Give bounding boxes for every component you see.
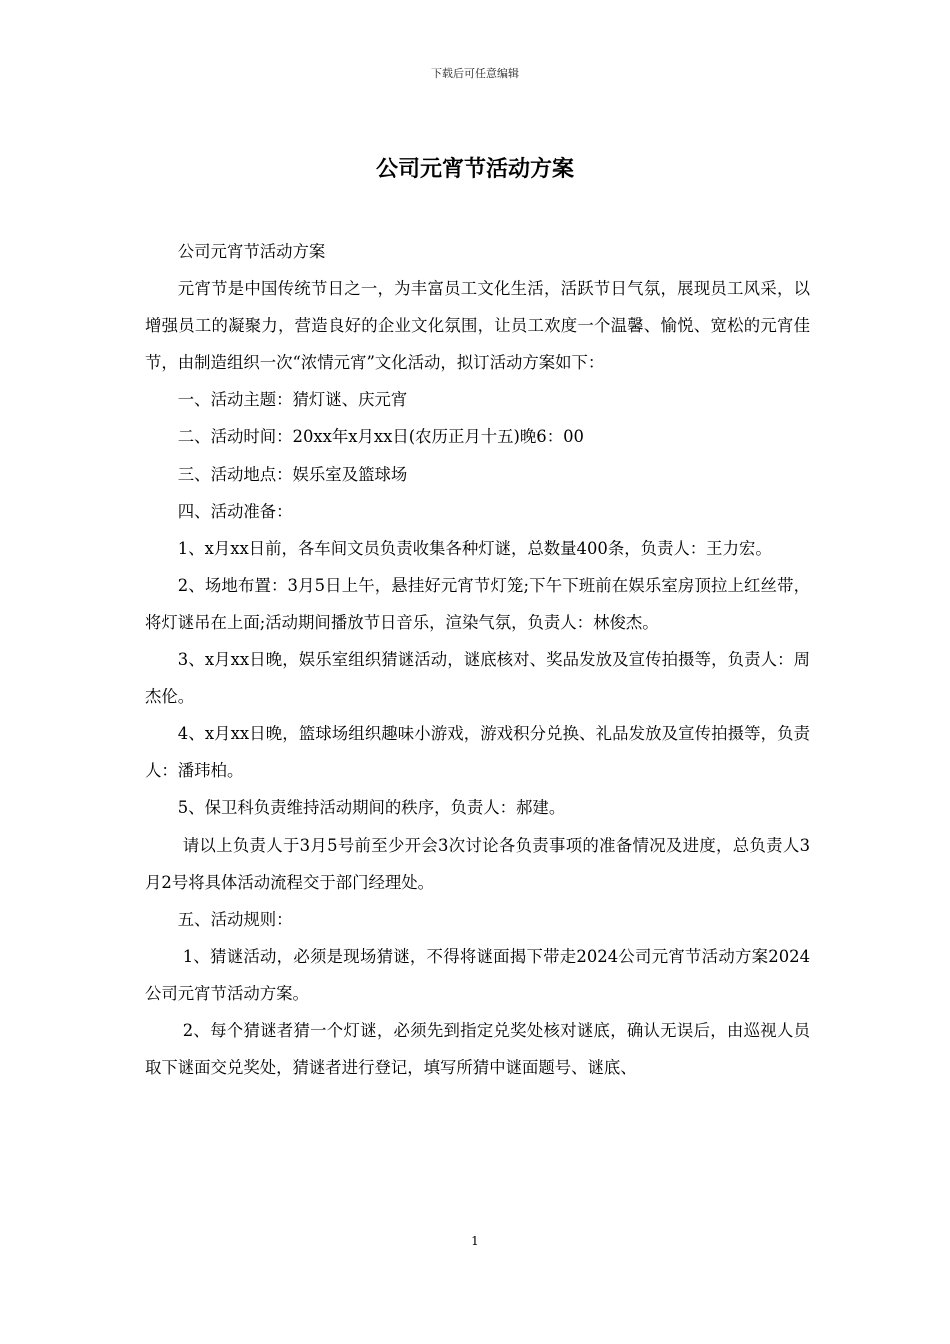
paragraph: 1、x月xx日前，各车间文员负责收集各种灯谜，总数量400条，负责人：王力宏。 (177, 538, 772, 558)
document-title: 公司元宵节活动方案 (375, 157, 574, 182)
paragraph: 1、猜谜活动，必须是现场猜谜，不得将谜面揭下带走2024公司元宵节活动方案2024公司元宵节活动方案。 (145, 946, 810, 1003)
paragraph: 2、场地布置：3月5日上午，悬挂好元宵节灯笼;下午下班前在娱乐室房顶拉上红丝带，将灯谜吊在上面;活动期间播放节日音乐，渲染气氛，负责人：林俊杰。 (145, 575, 810, 632)
paragraph: 二、活动时间：20xx年x月xx日(农历正月十五)晚6：00 (177, 427, 584, 447)
paragraph: 5、保卫科负责维持活动期间的秩序，负责人：郝建。 (177, 798, 566, 818)
paragraph: 4、x月xx日晚，篮球场组织趣味小游戏，游戏积分兑换、礼品发放及宣传拍摄等，负责人：潘玮柏。 (145, 724, 810, 781)
paragraph: 四、活动准备： (177, 501, 293, 521)
page-header: 下载后可任意编辑 (431, 67, 519, 80)
paragraph: 3、x月xx日晚，娱乐室组织猜谜活动，谜底核对、奖品发放及宣传拍摄等，负责人：周杰伦。 (145, 650, 810, 707)
paragraph: 一、活动主题：猜灯谜、庆元宵 (177, 390, 408, 410)
page-number: 1 (471, 1234, 479, 1248)
paragraph: 元宵节是中国传统节日之一，为丰富员工文化生活，活跃节日气氛，展现员工风采，以增强员工的凝聚力，营造良好的企业文化氛围，让员工欢度一个温馨、愉悦、宽松的元宵佳节，由制造组织一次“浓情元宵”文化活动，拟订活动方案如下： (145, 279, 810, 373)
document-body (145, 233, 810, 1086)
paragraph: 公司元宵节活动方案 (177, 242, 326, 261)
paragraph: 2、每个猜谜者猜一个灯谜，必须先到指定兑奖处核对谜底，确认无误后，由巡视人员取下谜面交兑奖处，猜谜者进行登记，填写所猜中谜面题号、谜底、 (145, 1020, 810, 1078)
paragraph: 五、活动规则： (177, 909, 293, 929)
paragraph: 三、活动地点：娱乐室及篮球场 (177, 464, 408, 484)
paragraph: 请以上负责人于3月5号前至少开会3次讨论各负责事项的准备情况及进度，总负责人3月2号将具体活动流程交于部门经理处。 (145, 835, 810, 892)
